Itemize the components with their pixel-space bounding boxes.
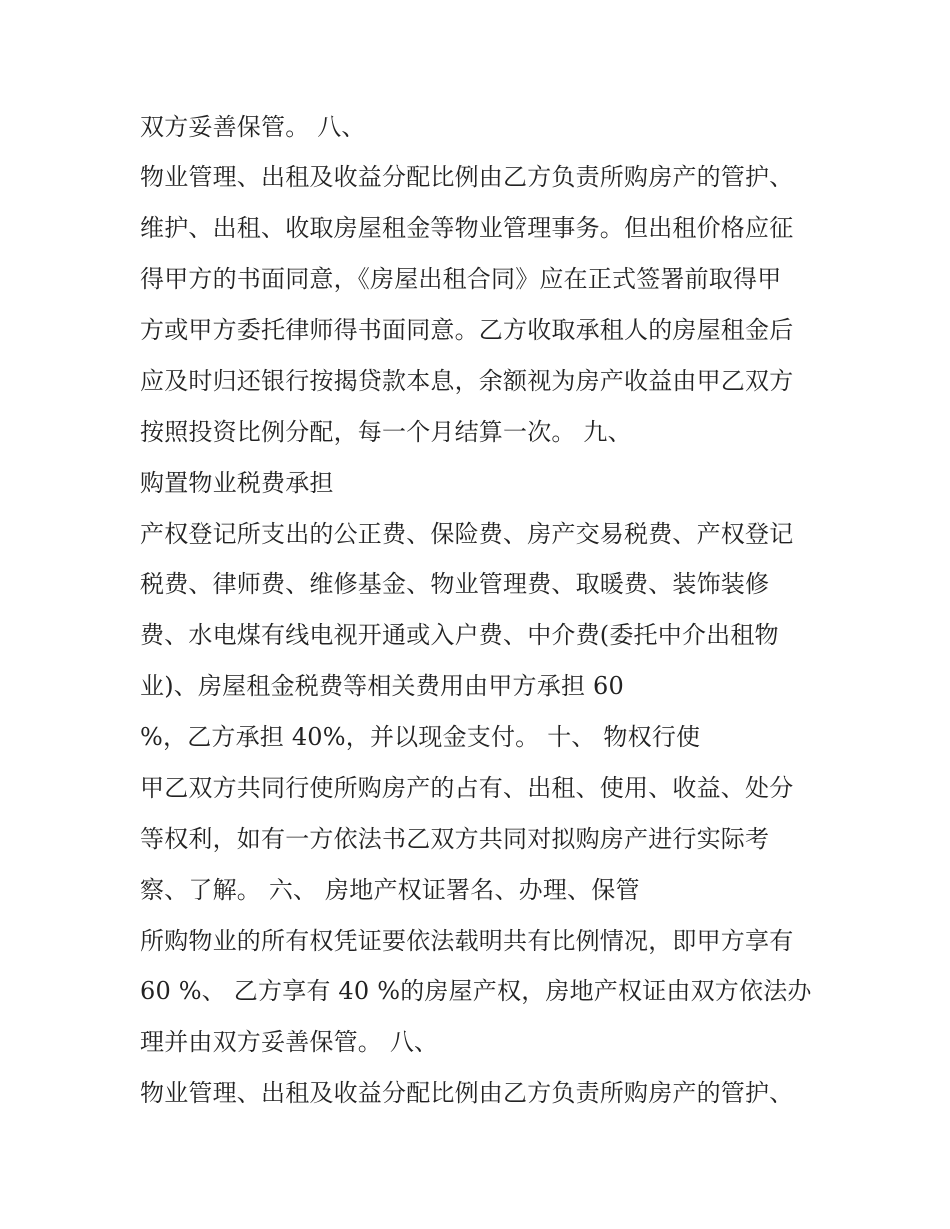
text-line-4: 得甲方的书面同意，《房屋出租合同》应在正式签署前取得甲 bbox=[140, 265, 782, 293]
text-line-18: 60 %、 乙方享有 40 %的房屋产权，房地产权证由双方依法办 bbox=[140, 977, 812, 1005]
text-line-10: 税费、律师费、维修基金、物业管理费、取暖费、装饰装修 bbox=[140, 570, 770, 598]
text-line-5: 方或甲方委托律师得书面同意。乙方收取承租人的房屋租金后 bbox=[140, 316, 794, 344]
text-line-14: 甲乙双方共同行使所购房产的占有、出租、使用、收益、处分 bbox=[140, 774, 794, 802]
text-line-20: 物业管理、出租及收益分配比例由乙方负责所购房产的管护、 bbox=[140, 1079, 794, 1107]
text-line-1: 双方妥善保管。 八、 bbox=[140, 113, 366, 141]
text-line-3: 维护、出租、收取房屋租金等物业管理事务。但出租价格应征 bbox=[140, 214, 794, 242]
text-line-16: 察、了解。 六、 房地产权证署名、办理、保管 bbox=[140, 876, 640, 904]
text-line-2: 物业管理、出租及收益分配比例由乙方负责所购房产的管护、 bbox=[140, 163, 794, 191]
text-line-15: 等权利，如有一方依法书乙双方共同对拟购房产进行实际考 bbox=[140, 825, 770, 853]
text-line-11: 费、水电煤有线电视开通或入户费、中介费(委托中介出租物 bbox=[140, 621, 779, 649]
text-line-9: 产权登记所支出的公正费、保险费、房产交易税费、产权登记 bbox=[140, 520, 794, 548]
text-line-17: 所购物业的所有权凭证要依法载明共有比例情况，即甲方享有 bbox=[140, 927, 794, 955]
text-line-13: %，乙方承担 40%，并以现金支付。 十、 物权行使 bbox=[140, 723, 701, 751]
text-line-12: 业)、房屋租金税费等相关费用由甲方承担 60 bbox=[140, 672, 624, 700]
text-line-7: 按照投资比例分配，每一个月结算一次。 九、 bbox=[140, 418, 632, 446]
text-line-19: 理并由双方妥善保管。 八、 bbox=[140, 1028, 439, 1056]
text-line-8: 购置物业税费承担 bbox=[140, 469, 334, 497]
text-line-6: 应及时归还银行按揭贷款本息，余额视为房产收益由甲乙双方 bbox=[140, 367, 794, 395]
